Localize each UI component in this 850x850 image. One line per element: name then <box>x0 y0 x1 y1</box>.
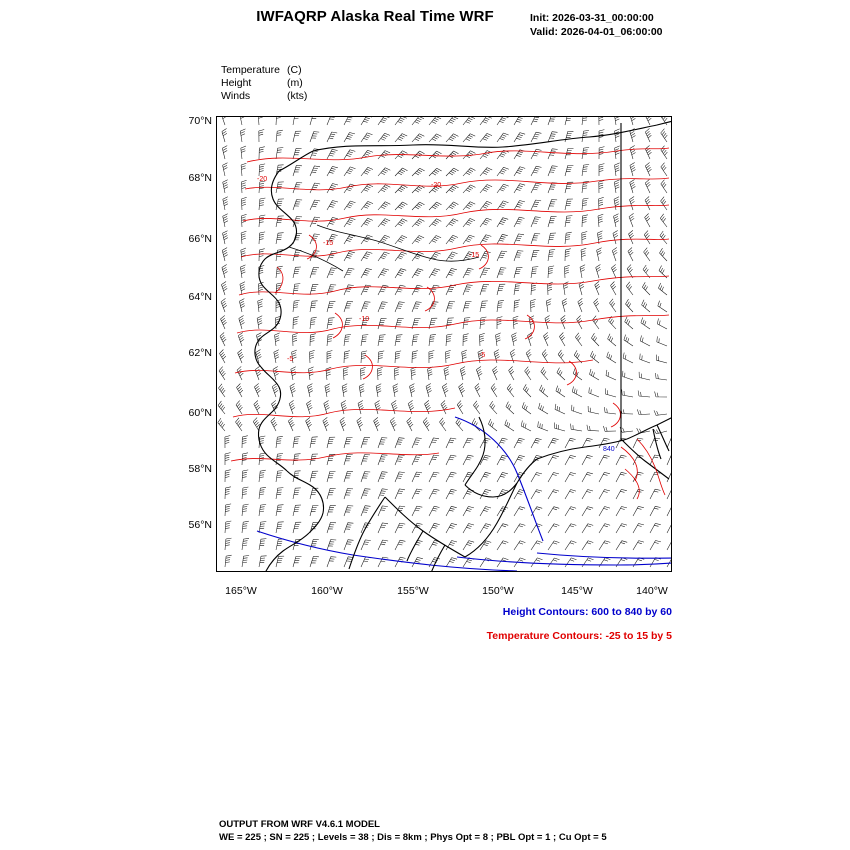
temperature-contour-caption: Temperature Contours: -25 to 15 by 5 <box>486 630 672 642</box>
y-tick-62n: 62°N <box>188 347 212 359</box>
legend-variable-temperature-units: (C) <box>287 64 302 76</box>
x-tick-165w: 165°W <box>225 585 257 597</box>
footer-line-2: WE = 225 ; SN = 225 ; Levels = 38 ; Dis = 8km ; Phys Opt = 8 ; PBL Opt = 1 ; Cu Opt = 5 <box>219 832 607 843</box>
legend-variable-winds <box>221 90 307 102</box>
legend-variable-temperature <box>221 64 302 76</box>
y-tick-66n: 66°N <box>188 233 212 245</box>
map-plot-area <box>216 116 672 572</box>
svg-text:-20: -20 <box>257 176 268 183</box>
legend-variable-temperature-name: Temperature <box>221 64 280 76</box>
legend-variable-height-name: Height <box>221 77 252 89</box>
x-tick-160w: 160°W <box>311 585 343 597</box>
model-output-footer <box>219 818 607 844</box>
y-tick-58n: 58°N <box>188 463 212 475</box>
svg-text:-5: -5 <box>479 352 486 359</box>
x-tick-155w: 155°W <box>397 585 429 597</box>
svg-text:840: 840 <box>603 446 615 453</box>
legend-variable-winds-units: (kts) <box>287 90 308 102</box>
height-contour-labels <box>603 446 615 453</box>
y-axis-labels <box>160 116 212 572</box>
svg-text:-5: -5 <box>287 356 294 363</box>
valid-time-label: Valid: 2026-04-01_06:00:00 <box>530 26 663 38</box>
x-tick-150w: 150°W <box>482 585 514 597</box>
x-tick-140w: 140°W <box>636 585 668 597</box>
southeast-coast-highlight <box>637 439 665 495</box>
y-tick-56n: 56°N <box>188 519 212 531</box>
y-tick-70n: 70°N <box>188 115 212 127</box>
y-tick-60n: 60°N <box>188 407 212 419</box>
map-graphic <box>217 117 672 572</box>
political-border <box>621 123 669 479</box>
x-axis-labels <box>216 585 672 605</box>
coastline-paths <box>255 121 672 572</box>
height-contour-caption: Height Contours: 600 to 840 by 60 <box>502 606 672 618</box>
svg-text:-10: -10 <box>359 316 370 323</box>
footer-line-1: OUTPUT FROM WRF V4.6.1 MODEL <box>219 819 380 830</box>
x-tick-145w: 145°W <box>561 585 593 597</box>
legend-variable-height <box>221 77 303 89</box>
y-tick-68n: 68°N <box>188 172 212 184</box>
legend-variable-winds-name: Winds <box>221 90 251 102</box>
init-time-label: Init: 2026-03-31_00:00:00 <box>530 12 654 24</box>
y-tick-64n: 64°N <box>188 291 212 303</box>
page-title: IWFAQRP Alaska Real Time WRF <box>256 8 494 25</box>
svg-text:-15: -15 <box>469 252 480 259</box>
wind-barb-field <box>218 117 672 567</box>
svg-text:-20: -20 <box>431 182 442 189</box>
legend-variable-height-units: (m) <box>287 77 303 89</box>
svg-text:-15: -15 <box>323 240 334 247</box>
